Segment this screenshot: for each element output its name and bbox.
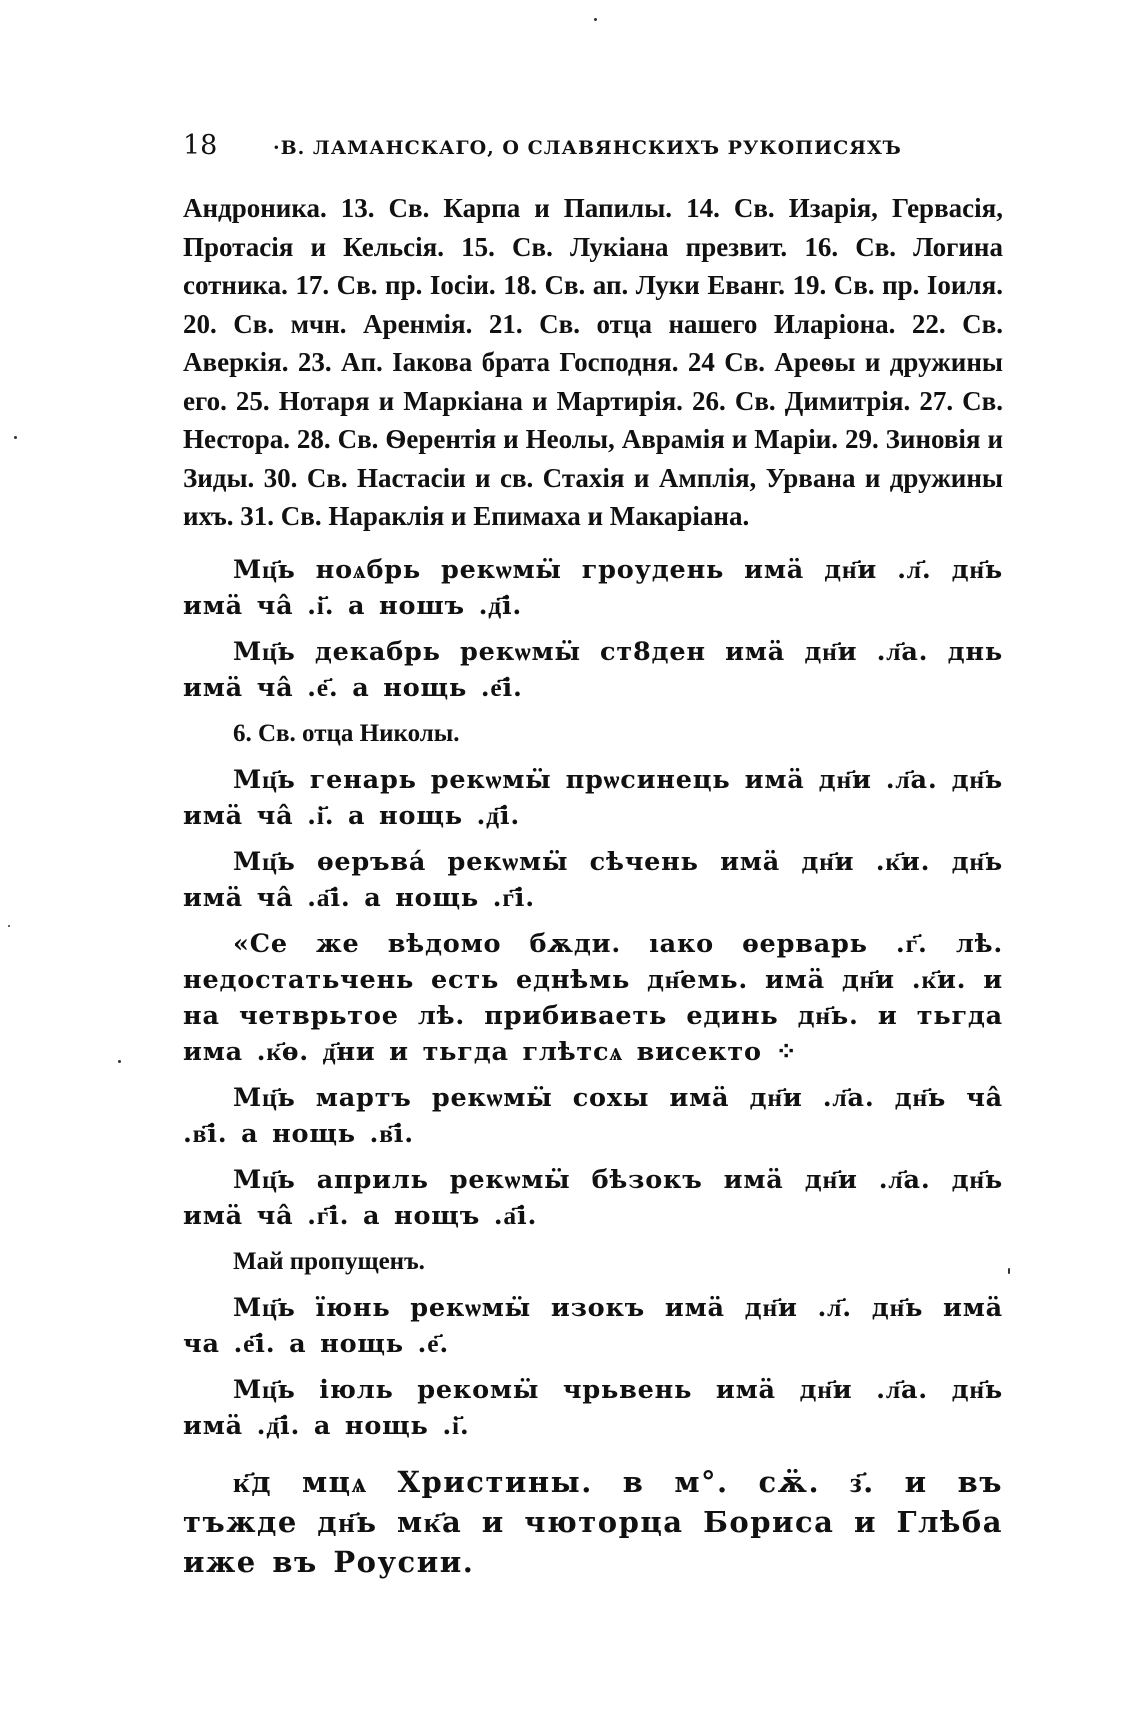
intro-paragraph: Андроника. 13. Св. Карпа и Папилы. 14. Св. Изарія, Гервасія, Протасія и Кельсія. 15. Св. Лукіана презвит. 16. Св. Логина сотника. 17. Св. пр. Іосіи. 18. Св. ап. Луки Еванг. 19. Св. пр. Іоиля. 20. Св. мчн. Аренмія. 21. Св. отца нашего Иларіона. 22. Св. Аверкія. 23. Ап. Іакова брата Господня. 24 Св. Ареѳы и дружины его. 25. Нотаря и Маркіана и Мартирія. 26. Св. Димитрія. 27. Св. Нестора. 28. Св. Ѳерентія и Неолы, Аврамія и Маріи. 29. Зиновія и Зиды. 30. Св. Настасіи и св. Стахія и Амплія, Урвана и дружины ихъ. 31. Св. Нараклія и Епимаха и Макаріана.: [183, 193, 1003, 531]
month-december: Мц҃ь декабрь рекѡмӹ ст8ден имӓ дн҃и .л҃а. днь имӓ ча̂ .е҃. а нощь .е҃і.: [183, 636, 1003, 703]
note-nicholas: 6. Св. отца Николы.: [233, 719, 460, 747]
note-may-omitted: Май пропущенъ.: [233, 1247, 425, 1275]
month-april: Мц҃ь априль рекѡмӹ бѣзокъ имӓ дн҃и .л҃а. дн҃ь имӓ ча̂ .г҃і. а нощъ .а҃і.: [183, 1164, 1003, 1231]
leap-year-note: «Се же вѣдомо бѫди. ıако ѳерварь .г҃. лѣ. недостатьчень есть еднѣмь дн҃емь. имӓ дн҃и .к҃и. и на четврьтое лѣ. прибиваеть единь дн҃ь. и тьгда има .к҃ѳ. д҃ни и тьгда глѣтсѧ висекто ⁘: [183, 928, 1003, 1067]
christina-entry: к҃д мцѧ Христины. в м°. сѫ̈. з҃. и въ тъжде дн҃ь мк҃а и чюторца Бориса и Глѣба иже въ Роусии.: [183, 1464, 1003, 1579]
month-november: Мц҃ь ноѧбрь рекѡмӹ гроудень имӓ дн҃и .л҃. дн҃ь имӓ ча̂ .і҃. а ношъ .д҃і.: [183, 554, 1003, 621]
month-february: Мц҃ь ѳеръва́ рекѡмӹ сѣчень имӓ дн҃и .к҃и. дн҃ь имӓ ча̂ .а҃і. а нощь .г҃і.: [183, 846, 1003, 913]
month-june: Мц҃ь їюнь рекѡмӹ изокъ имӓ дн҃и .л҃. дн҃ь имӓ ча .е҃і. а нощь .е҃.: [183, 1292, 1003, 1359]
running-title: ·В. ЛАМАНСКАГО, О СЛАВЯНСКИХЪ РУКОПИСЯХЪ: [273, 137, 902, 159]
scan-speck: [1008, 1268, 1010, 1274]
month-january: Мц҃ь генарь рекѡмӹ прѡсинець имӓ дн҃и .л҃а. дн҃ь имӓ ча̂ .і҃. а нощь .д҃і.: [183, 764, 1003, 831]
month-july: Мц҃ь іюль рекомӹ чрьвень имӓ дн҃и .л҃а. дн҃ь имӓ .д҃і. а нощь .і҃.: [183, 1374, 1003, 1441]
scan-speck: [14, 436, 17, 439]
page-header: [183, 130, 1003, 161]
scan-speck: [594, 18, 597, 21]
page-number: 18: [183, 130, 218, 161]
scan-speck: [8, 925, 10, 927]
book-page: [183, 130, 1003, 1592]
month-march: Мц҃ь мартъ рекѡмӹ сохы имӓ дн҃и .л҃а. дн҃ь ча̂ .в҃і. а нощь .в҃і.: [183, 1082, 1003, 1149]
scan-speck: [118, 1060, 121, 1063]
